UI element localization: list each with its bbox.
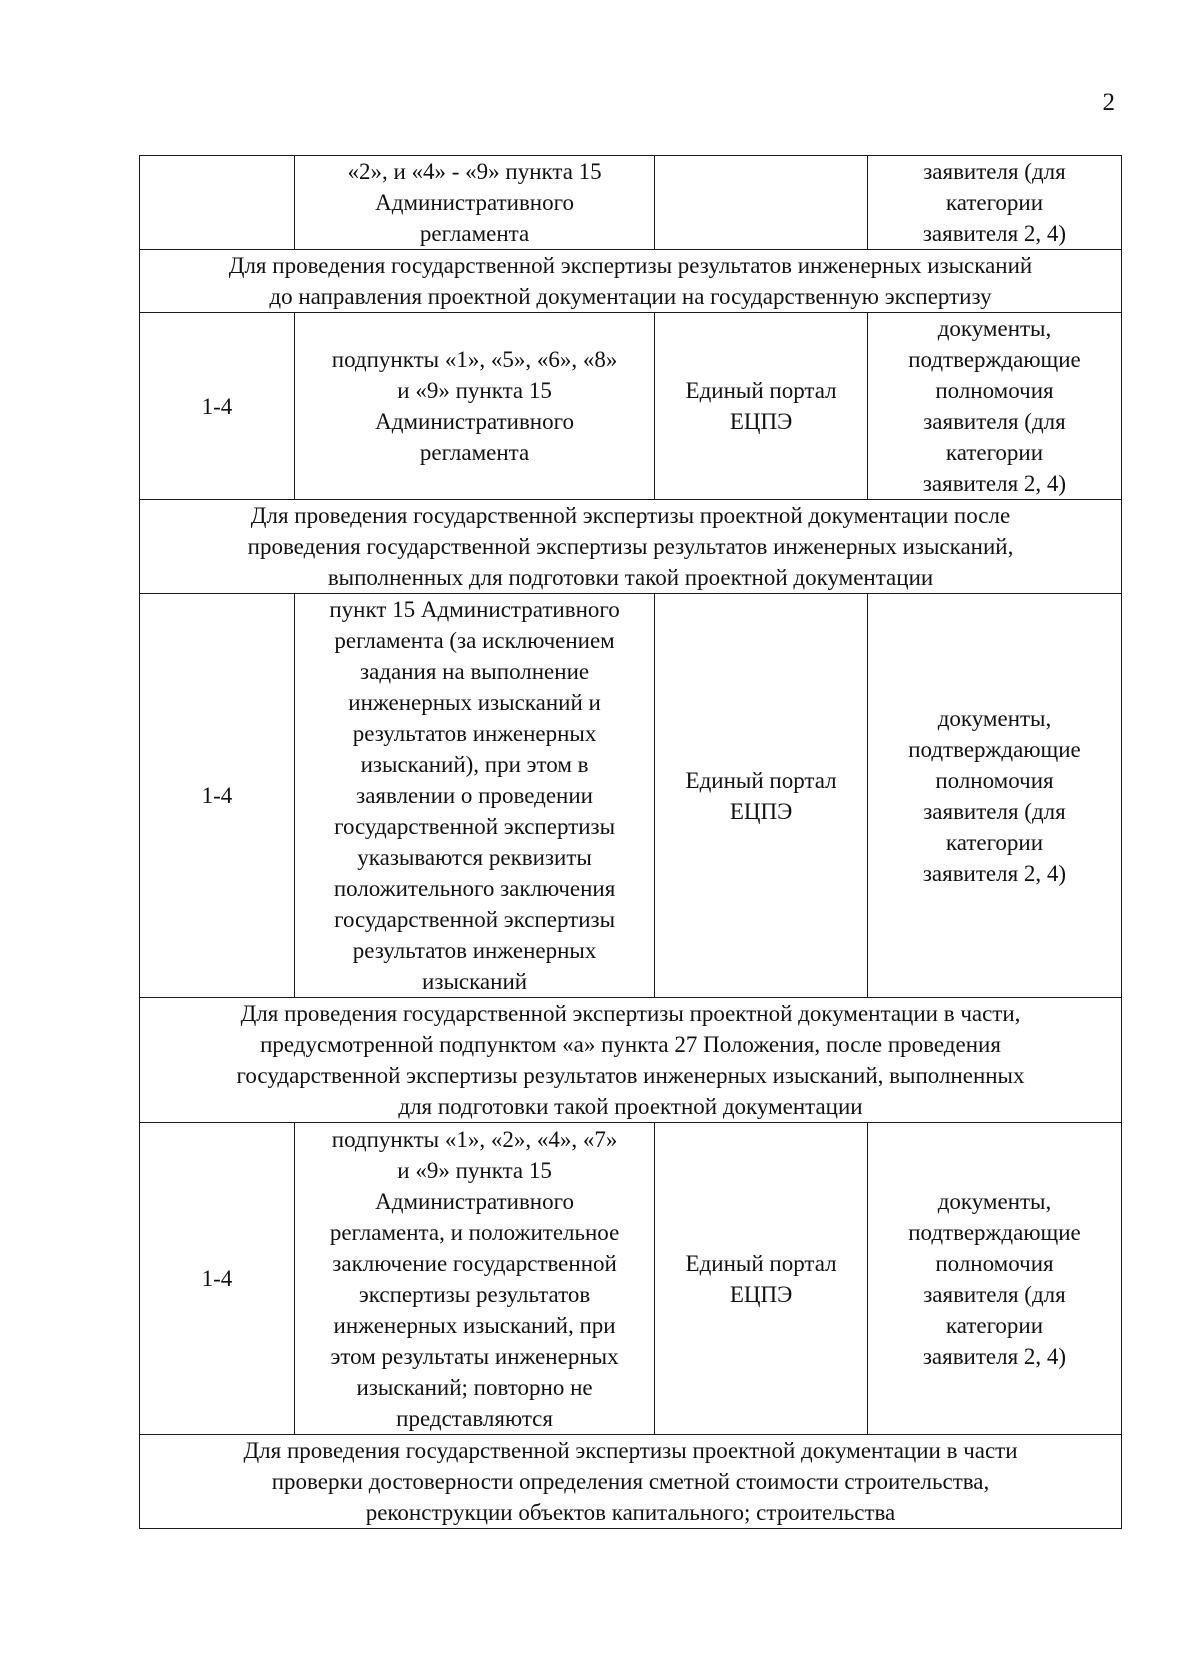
method-cell: Единый портал ЕЦПЭ [655, 1123, 868, 1435]
category-cell: 1-4 [140, 594, 295, 998]
section-heading-row [140, 998, 1122, 1123]
table-row [140, 313, 1122, 500]
category-cell: 1-4 [140, 313, 295, 500]
table-row [140, 156, 1122, 250]
category-cell: 1-4 [140, 1123, 295, 1435]
method-cell [655, 156, 868, 250]
category-cell [140, 156, 295, 250]
documents-cell: подпункты «1», «2», «4», «7» и «9» пункта 15 Административного регламента, и положительное заключение государственной экспертизы результатов инженерных изысканий, при этом результаты инженерных изысканий; повторно не представляются [294, 1123, 654, 1435]
section-heading: Для проведения государственной экспертизы проектной документации в части, предусмотренной подпунктом «а» пункта 27 Положения, после проведения государственной экспертизы результатов инженерных изысканий, выполненных для подготовки такой проектной документации [140, 998, 1122, 1123]
page-number: 2 [1102, 89, 1115, 116]
section-heading: Для проведения государственной экспертизы результатов инженерных изысканий до направления проектной документации на государственную экспертизу [140, 250, 1122, 313]
documents-cell: подпункты «1», «5», «6», «8» и «9» пункта 15 Административного регламента [294, 313, 654, 500]
extra-documents-cell: заявителя (для категории заявителя 2, 4) [867, 156, 1121, 250]
extra-documents-cell: документы, подтверждающие полномочия заявителя (для категории заявителя 2, 4) [867, 313, 1121, 500]
documents-cell: «2», и «4» - «9» пункта 15 Административного регламента [294, 156, 654, 250]
section-heading-row [140, 500, 1122, 594]
section-heading-row [140, 1435, 1122, 1529]
extra-documents-cell: документы, подтверждающие полномочия заявителя (для категории заявителя 2, 4) [867, 1123, 1121, 1435]
method-cell: Единый портал ЕЦПЭ [655, 594, 868, 998]
section-heading: Для проведения государственной экспертизы проектной документации после проведения государственной экспертизы результатов инженерных изысканий, выполненных для подготовки такой проектной документации [140, 500, 1122, 594]
table-row [140, 594, 1122, 998]
extra-documents-cell: документы, подтверждающие полномочия заявителя (для категории заявителя 2, 4) [867, 594, 1121, 998]
documents-cell: пункт 15 Административного регламента (за исключением задания на выполнение инженерных изысканий и результатов инженерных изысканий), при этом в заявлении о проведении государственной экспертизы указываются реквизиты положительного заключения государственной экспертизы результатов инженерных изысканий [294, 594, 654, 998]
section-heading-row [140, 250, 1122, 313]
requirements-table [139, 155, 1122, 1529]
section-heading: Для проведения государственной экспертизы проектной документации в части проверки достоверности определения сметной стоимости строительства, реконструкции объектов капитального; строительства [140, 1435, 1122, 1529]
table-row [140, 1123, 1122, 1435]
method-cell: Единый портал ЕЦПЭ [655, 313, 868, 500]
